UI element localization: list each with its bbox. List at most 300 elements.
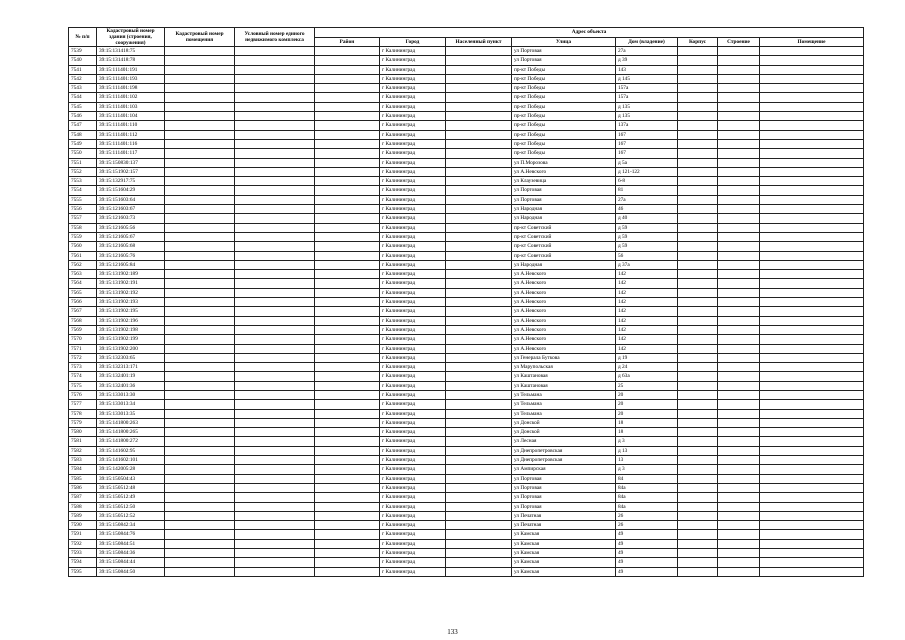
header-address: Адрес объекта xyxy=(315,28,864,38)
cell-premise xyxy=(165,381,235,390)
cell-korpus xyxy=(678,56,718,65)
cell-korpus xyxy=(678,158,718,167)
cell-city: г Калининград xyxy=(380,56,446,65)
cell-premise xyxy=(165,158,235,167)
cell-num: 7557 xyxy=(69,214,97,223)
cell-premise xyxy=(165,270,235,279)
cell-building xyxy=(718,260,760,269)
cell-settlement xyxy=(446,205,512,214)
cell-cadastral: 39:15:141602:101 xyxy=(97,456,165,465)
cell-num: 7582 xyxy=(69,446,97,455)
cell-settlement xyxy=(446,102,512,111)
cell-district xyxy=(315,400,380,409)
cell-cadastral: 39:15:131902:198 xyxy=(97,325,165,334)
cell-cadastral: 39:15:150830:137 xyxy=(97,158,165,167)
cell-num: 7569 xyxy=(69,325,97,334)
cell-num: 7540 xyxy=(69,56,97,65)
cell-korpus xyxy=(678,456,718,465)
cell-num: 7592 xyxy=(69,539,97,548)
cell-city: г Калининград xyxy=(380,372,446,381)
cell-settlement xyxy=(446,195,512,204)
cell-room xyxy=(760,112,864,121)
cell-settlement xyxy=(446,167,512,176)
cell-conditional xyxy=(235,232,315,241)
cell-building xyxy=(718,511,760,520)
cell-street: пр-кт Победы xyxy=(512,130,616,139)
cell-korpus xyxy=(678,418,718,427)
cell-room xyxy=(760,437,864,446)
cell-street: ул Клаузевица xyxy=(512,177,616,186)
cell-korpus xyxy=(678,335,718,344)
cell-korpus xyxy=(678,400,718,409)
cell-premise xyxy=(165,205,235,214)
cell-num: 7585 xyxy=(69,474,97,483)
cell-city: г Калининград xyxy=(380,139,446,148)
cell-street: пр-кт Советский xyxy=(512,232,616,241)
cell-district xyxy=(315,139,380,148)
cell-room xyxy=(760,279,864,288)
cell-cadastral: 39:15:111401:104 xyxy=(97,112,165,121)
cell-settlement xyxy=(446,177,512,186)
cell-building xyxy=(718,428,760,437)
cell-premise xyxy=(165,139,235,148)
cell-building xyxy=(718,288,760,297)
cell-korpus xyxy=(678,195,718,204)
cell-settlement xyxy=(446,474,512,483)
cell-building xyxy=(718,102,760,111)
table-row xyxy=(69,511,864,520)
cell-district xyxy=(315,84,380,93)
cell-cadastral: 39:15:150842:34 xyxy=(97,521,165,530)
cell-conditional xyxy=(235,205,315,214)
cell-cadastral: 39:15:150512:48 xyxy=(97,483,165,492)
cell-room xyxy=(760,288,864,297)
cell-num: 7572 xyxy=(69,353,97,362)
cell-street: ул Камская xyxy=(512,558,616,567)
cell-conditional xyxy=(235,335,315,344)
cell-conditional xyxy=(235,149,315,158)
header-cadastral: Кадастровый номер здания (строения, сооружения) xyxy=(97,28,165,47)
cell-premise xyxy=(165,47,235,56)
table-row xyxy=(69,344,864,353)
cell-street: пр-кт Победы xyxy=(512,102,616,111)
cell-building xyxy=(718,195,760,204)
cell-district xyxy=(315,158,380,167)
cell-district xyxy=(315,549,380,558)
cell-num: 7564 xyxy=(69,279,97,288)
cell-street: ул Марупольская xyxy=(512,363,616,372)
cell-korpus xyxy=(678,409,718,418)
cell-city: г Калининград xyxy=(380,474,446,483)
cell-building xyxy=(718,381,760,390)
cell-premise xyxy=(165,214,235,223)
cell-city: г Калининград xyxy=(380,288,446,297)
cell-korpus xyxy=(678,186,718,195)
cell-street: ул Народная xyxy=(512,214,616,223)
cell-room xyxy=(760,270,864,279)
cell-street: ул Народная xyxy=(512,260,616,269)
cell-korpus xyxy=(678,214,718,223)
cell-cadastral: 39:15:142005:28 xyxy=(97,465,165,474)
cell-district xyxy=(315,102,380,111)
cell-premise xyxy=(165,521,235,530)
cell-district xyxy=(315,418,380,427)
cell-street: ул Народная xyxy=(512,205,616,214)
cell-cadastral: 39:15:121605:67 xyxy=(97,232,165,241)
cell-building xyxy=(718,530,760,539)
cell-num: 7573 xyxy=(69,363,97,372)
cell-city: г Калининград xyxy=(380,260,446,269)
cell-num: 7593 xyxy=(69,549,97,558)
cell-street: ул Портовая xyxy=(512,483,616,492)
cell-conditional xyxy=(235,400,315,409)
table-row xyxy=(69,288,864,297)
table-row xyxy=(69,474,864,483)
cell-street: ул Камская xyxy=(512,539,616,548)
cell-korpus xyxy=(678,149,718,158)
cell-premise xyxy=(165,130,235,139)
cell-building xyxy=(718,474,760,483)
table-row xyxy=(69,465,864,474)
cell-room xyxy=(760,390,864,399)
cell-korpus xyxy=(678,270,718,279)
cell-district xyxy=(315,307,380,316)
cell-city: г Калининград xyxy=(380,381,446,390)
cell-street: ул Донской xyxy=(512,428,616,437)
cell-building xyxy=(718,493,760,502)
cell-district xyxy=(315,353,380,362)
cell-street: ул Портовая xyxy=(512,56,616,65)
cell-city: г Калининград xyxy=(380,428,446,437)
cell-building xyxy=(718,121,760,130)
cell-korpus xyxy=(678,232,718,241)
header-house: Дом (владение) xyxy=(616,37,678,47)
cell-city: г Калининград xyxy=(380,502,446,511)
cell-district xyxy=(315,74,380,83)
cell-premise xyxy=(165,353,235,362)
cell-korpus xyxy=(678,511,718,520)
cell-conditional xyxy=(235,456,315,465)
cell-district xyxy=(315,186,380,195)
cell-city: г Калининград xyxy=(380,130,446,139)
table-row xyxy=(69,307,864,316)
table-row xyxy=(69,130,864,139)
cell-conditional xyxy=(235,130,315,139)
cell-street: ул Портовая xyxy=(512,474,616,483)
cell-district xyxy=(315,195,380,204)
cell-district xyxy=(315,47,380,56)
table-row xyxy=(69,47,864,56)
table-row xyxy=(69,167,864,176)
cell-korpus xyxy=(678,177,718,186)
cell-street: ул А.Невского xyxy=(512,307,616,316)
table-row xyxy=(69,530,864,539)
cell-building xyxy=(718,372,760,381)
cell-cadastral: 39:15:150504:43 xyxy=(97,474,165,483)
cell-conditional xyxy=(235,418,315,427)
cell-district xyxy=(315,502,380,511)
cell-district xyxy=(315,56,380,65)
cell-street: ул Портовая xyxy=(512,195,616,204)
cell-num: 7548 xyxy=(69,130,97,139)
cell-premise xyxy=(165,260,235,269)
cell-street: ул А.Невского xyxy=(512,344,616,353)
cell-city: г Калининград xyxy=(380,511,446,520)
cell-city: г Калининград xyxy=(380,93,446,102)
cell-conditional xyxy=(235,242,315,251)
cell-district xyxy=(315,316,380,325)
table-row xyxy=(69,363,864,372)
cell-room xyxy=(760,149,864,158)
cell-premise xyxy=(165,177,235,186)
cell-conditional xyxy=(235,539,315,548)
cell-city: г Калининград xyxy=(380,307,446,316)
cell-cadastral: 39:15:121605:84 xyxy=(97,260,165,269)
cell-room xyxy=(760,158,864,167)
cell-conditional xyxy=(235,84,315,93)
cell-district xyxy=(315,205,380,214)
cell-conditional xyxy=(235,139,315,148)
cell-cadastral: 39:15:150844:44 xyxy=(97,558,165,567)
cell-cadastral: 39:15:111401:193 xyxy=(97,74,165,83)
cell-room xyxy=(760,558,864,567)
cell-building xyxy=(718,84,760,93)
cell-room xyxy=(760,456,864,465)
cell-num: 7574 xyxy=(69,372,97,381)
cell-city: г Калининград xyxy=(380,298,446,307)
cell-street: ул А.Невского xyxy=(512,270,616,279)
cell-district xyxy=(315,242,380,251)
cell-conditional xyxy=(235,270,315,279)
cell-building xyxy=(718,74,760,83)
cell-building xyxy=(718,539,760,548)
cell-building xyxy=(718,93,760,102)
cell-street: ул А.Невского xyxy=(512,298,616,307)
cell-conditional xyxy=(235,251,315,260)
cell-conditional xyxy=(235,102,315,111)
cell-korpus xyxy=(678,84,718,93)
header-city: Город xyxy=(380,37,446,47)
cell-conditional xyxy=(235,56,315,65)
cell-cadastral: 39:15:111401:191 xyxy=(97,65,165,74)
cell-conditional xyxy=(235,549,315,558)
cell-house: 142 xyxy=(616,316,678,325)
cell-room xyxy=(760,474,864,483)
table-row xyxy=(69,298,864,307)
cell-cadastral: 39:15:141602:95 xyxy=(97,446,165,455)
cell-cadastral: 39:15:150512:52 xyxy=(97,511,165,520)
cell-premise xyxy=(165,251,235,260)
cell-house: 20 xyxy=(616,409,678,418)
cell-num: 7588 xyxy=(69,502,97,511)
cell-korpus xyxy=(678,344,718,353)
cell-city: г Калининград xyxy=(380,167,446,176)
cell-settlement xyxy=(446,511,512,520)
cell-cadastral: 39:15:150844:36 xyxy=(97,549,165,558)
cell-korpus xyxy=(678,279,718,288)
cell-building xyxy=(718,65,760,74)
cell-num: 7561 xyxy=(69,251,97,260)
cell-premise xyxy=(165,390,235,399)
cell-district xyxy=(315,363,380,372)
cell-cadastral: 39:15:111401:110 xyxy=(97,121,165,130)
cell-conditional xyxy=(235,195,315,204)
cell-house: 56 xyxy=(616,251,678,260)
cell-street: ул Лесная xyxy=(512,437,616,446)
cell-settlement xyxy=(446,530,512,539)
cell-conditional xyxy=(235,493,315,502)
table-row xyxy=(69,316,864,325)
cell-premise xyxy=(165,84,235,93)
cell-city: г Калининград xyxy=(380,549,446,558)
cell-district xyxy=(315,232,380,241)
table-row xyxy=(69,74,864,83)
cell-room xyxy=(760,307,864,316)
cell-house: 84а xyxy=(616,493,678,502)
cell-num: 7553 xyxy=(69,177,97,186)
cell-house: 27а xyxy=(616,47,678,56)
cell-korpus xyxy=(678,474,718,483)
cell-house: 6-8 xyxy=(616,177,678,186)
cell-premise xyxy=(165,474,235,483)
cell-conditional xyxy=(235,177,315,186)
cell-house: д 5а xyxy=(616,158,678,167)
cell-street: ул А.Невского xyxy=(512,288,616,297)
cell-num: 7579 xyxy=(69,418,97,427)
cell-house: 18 xyxy=(616,418,678,427)
cell-building xyxy=(718,353,760,362)
cell-house: 142 xyxy=(616,325,678,334)
cell-building xyxy=(718,316,760,325)
cell-num: 7551 xyxy=(69,158,97,167)
cell-num: 7586 xyxy=(69,483,97,492)
cell-house: 20 xyxy=(616,400,678,409)
cell-conditional xyxy=(235,567,315,576)
cell-house: д 3 xyxy=(616,437,678,446)
cell-settlement xyxy=(446,456,512,465)
cell-district xyxy=(315,344,380,353)
cell-city: г Калининград xyxy=(380,344,446,353)
cell-cadastral: 39:15:131902:191 xyxy=(97,279,165,288)
cell-num: 7595 xyxy=(69,567,97,576)
cell-korpus xyxy=(678,260,718,269)
table-row xyxy=(69,232,864,241)
cell-premise xyxy=(165,112,235,121)
cell-street: ул Камская xyxy=(512,530,616,539)
table-row xyxy=(69,409,864,418)
cell-house: 142 xyxy=(616,288,678,297)
table-row xyxy=(69,502,864,511)
cell-city: г Калининград xyxy=(380,149,446,158)
cell-settlement xyxy=(446,149,512,158)
cell-cadastral: 39:15:131418:78 xyxy=(97,56,165,65)
cell-city: г Калининград xyxy=(380,530,446,539)
table-row xyxy=(69,177,864,186)
header-room: Помещение xyxy=(760,37,864,47)
cell-district xyxy=(315,409,380,418)
cell-district xyxy=(315,456,380,465)
cell-building xyxy=(718,214,760,223)
cell-premise xyxy=(165,400,235,409)
cell-street: ул Печатная xyxy=(512,511,616,520)
cell-settlement xyxy=(446,316,512,325)
cell-korpus xyxy=(678,288,718,297)
cell-building xyxy=(718,130,760,139)
cell-num: 7563 xyxy=(69,270,97,279)
cell-premise xyxy=(165,195,235,204)
cell-room xyxy=(760,298,864,307)
cell-district xyxy=(315,437,380,446)
cell-city: г Калининград xyxy=(380,177,446,186)
cell-premise xyxy=(165,502,235,511)
table-row xyxy=(69,493,864,502)
cell-settlement xyxy=(446,483,512,492)
table-row xyxy=(69,400,864,409)
cell-house: 26 xyxy=(616,511,678,520)
cell-cadastral: 39:15:121603:73 xyxy=(97,214,165,223)
cell-korpus xyxy=(678,112,718,121)
cell-district xyxy=(315,260,380,269)
cell-house: 20 xyxy=(616,390,678,399)
cell-num: 7568 xyxy=(69,316,97,325)
cell-cadastral: 39:15:132303:65 xyxy=(97,353,165,362)
cell-korpus xyxy=(678,381,718,390)
cell-num: 7555 xyxy=(69,195,97,204)
cell-building xyxy=(718,456,760,465)
table-row xyxy=(69,121,864,130)
cell-premise xyxy=(165,363,235,372)
cell-house: д 59 xyxy=(616,242,678,251)
table-row xyxy=(69,390,864,399)
cell-house: 142 xyxy=(616,335,678,344)
cell-cadastral: 39:15:141800:265 xyxy=(97,428,165,437)
cell-room xyxy=(760,539,864,548)
cell-street: пр-кт Победы xyxy=(512,112,616,121)
cell-district xyxy=(315,279,380,288)
cell-district xyxy=(315,381,380,390)
table-row xyxy=(69,353,864,362)
cell-num: 7575 xyxy=(69,381,97,390)
cell-room xyxy=(760,84,864,93)
cell-street: ул Днепропетровская xyxy=(512,456,616,465)
cell-city: г Калининград xyxy=(380,121,446,130)
cell-building xyxy=(718,232,760,241)
table-body xyxy=(69,47,864,577)
cell-street: ул Ампирская xyxy=(512,465,616,474)
cell-room xyxy=(760,344,864,353)
cell-building xyxy=(718,223,760,232)
cell-room xyxy=(760,130,864,139)
cell-korpus xyxy=(678,102,718,111)
cell-premise xyxy=(165,167,235,176)
cell-street: пр-кт Советский xyxy=(512,223,616,232)
cell-cadastral: 39:15:151603:64 xyxy=(97,195,165,204)
cell-city: г Калининград xyxy=(380,251,446,260)
table-row xyxy=(69,567,864,576)
cell-settlement xyxy=(446,298,512,307)
cell-street: ул Портовая xyxy=(512,493,616,502)
header-korpus: Корпус xyxy=(678,37,718,47)
cell-street: ул Каштановая xyxy=(512,372,616,381)
cell-house: д 3 xyxy=(616,465,678,474)
cell-conditional xyxy=(235,502,315,511)
cell-cadastral: 39:15:133013:35 xyxy=(97,409,165,418)
cell-room xyxy=(760,242,864,251)
cell-num: 7570 xyxy=(69,335,97,344)
cell-num: 7546 xyxy=(69,112,97,121)
table-row xyxy=(69,260,864,269)
header-conditional: Условный номер единого недвижимого комплекса xyxy=(235,28,315,47)
